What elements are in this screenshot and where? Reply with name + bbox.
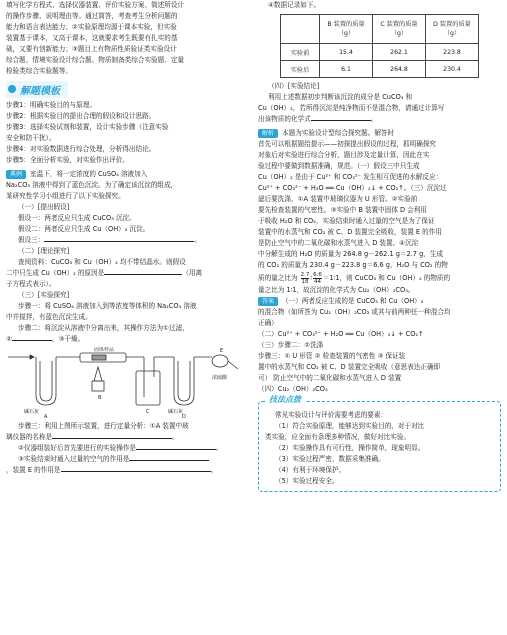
exp-line: 中并搅拌，有蓝色沉淀生成。 [6, 313, 92, 321]
right-column [258, 0, 501, 492]
hypothesis-3: 假设三： 。 [18, 236, 201, 244]
exp-line: ② ，③干燥。 [6, 335, 85, 343]
answer-line: （三）步骤二：②洗涤 [258, 341, 324, 349]
intro-line: 检验类综合实验题等。 [6, 67, 72, 75]
intro-line: 的操作步骤、说明理由等。通过简答，考查考生分析问题的 [6, 12, 178, 20]
intro-line: 能力和语言表达能力；②实验原理均源于课本实验，但实验 [6, 23, 177, 31]
data-table [280, 14, 479, 78]
step-item: 安全和防干扰）。 [6, 134, 56, 142]
table-cell: 15.4 [320, 44, 373, 61]
label-soda-lime-d: 碱石灰 [168, 409, 184, 415]
table-cell: 230.4 [426, 61, 479, 78]
answer-blank[interactable] [104, 274, 182, 275]
analysis-line: 量之比为 1∶1，故沉淀的化学式为 Cu₂（OH）₂CO₃。 [258, 286, 415, 294]
answer-line: 的混合物（如所答为 Cu₂（OH）₂CO₃ 或其与前两种任一种混合均 [258, 308, 451, 316]
conclusion-title: （四）[实验结论] [268, 82, 320, 90]
answer-blank[interactable] [311, 120, 371, 121]
label-e: E [220, 348, 224, 354]
intro-line: 础，又要有创新能力；③题目上有物质性质验证类实验设计 [6, 45, 177, 53]
analysis-line: Cu（OH）₂ 是由于 Cu²⁺ 和 CO₃²⁻ 发生相互促进的水解反应： [258, 173, 443, 181]
step-item: 步骤4：对实验数据进行综合处理，分析得出结论。 [6, 145, 156, 153]
conclusion-line: Cu（OH）₂，若所得沉淀是纯净物而不是混合物，请通过计算写 [258, 104, 445, 112]
hypothesis-2: 假设二：两者反应只生成 Cu（OH）₂ 沉淀。 [18, 225, 150, 233]
label-c: C [146, 409, 150, 415]
answer-line: 答案 （一）两者反应生成的是 CuCO₃ 和 Cu（OH）₂ [258, 296, 501, 307]
table-cell: 264.8 [373, 61, 426, 78]
answer-line: （四）Cu₂（OH）₂CO₃ [258, 385, 328, 393]
step-item: 步骤1：明确实验目的与原理。 [6, 101, 96, 109]
theory-line: 二中只生成 Cu（OH）₂ 的原因是 （用离 [6, 269, 203, 277]
step-item: 步骤5：全面分析实验，对实验作出评价。 [6, 156, 129, 164]
table-cell: 实验后 [281, 61, 320, 78]
conclusion-line: 利用上述数据初步判断该沉淀的成分是 CuCO₃ 和 [268, 93, 413, 101]
intro-paragraph [6, 0, 248, 77]
fraction-h2o: $\frac{2.7}{18}$ [300, 271, 310, 285]
burner-flame [94, 367, 102, 381]
exp3-line: ②仪器组装好后首先要进行的实验操作是 。 [18, 444, 223, 452]
part-title: （二）[理论探究] [18, 247, 70, 255]
step-item: 步骤3：选择实验试剂和装置，设计实验步骤（注意实验 [6, 123, 169, 131]
u-tube-a [36, 357, 56, 405]
data-title: ④数据记录如下。 [268, 1, 321, 9]
analysis-line: 解析 本题为实验设计型综合探究题。解答时 [258, 128, 501, 139]
fraction-co2: $\frac{6.6}{44}$ [313, 271, 322, 285]
solution-template-badge: 解题模板 [6, 81, 68, 98]
tip-line: 类实验，应全面有条理多种情况，做好对比实验。 [265, 433, 411, 441]
table-header-cell [281, 15, 320, 44]
answer-line: 置中的水蒸气和 CO₂ 被 C、D 装置完全吸收（意思表达正确即 [258, 363, 441, 371]
label-d: D [182, 414, 186, 419]
tip-line: 常见实验设计与评价需要考虑的要素： [275, 411, 388, 419]
table-cell: 223.8 [426, 44, 479, 61]
table-row [281, 61, 479, 78]
steps-list [6, 100, 248, 166]
answer-blank[interactable] [52, 438, 172, 439]
tip-line: （5）实验过程安全。 [275, 477, 339, 485]
answer-blank[interactable] [44, 241, 194, 242]
answer-line: （二）Cu²⁺ + CO₃²⁻ + H₂O ══ Cu（OH）₂↓ + CO₂↑ [258, 330, 424, 338]
intro-line: 填写化学方程式、选择仪器装置、评价实验方案、简述所设计 [6, 1, 185, 9]
table-row [281, 44, 479, 61]
example-tag: 典例 [6, 170, 26, 179]
analysis-line: 首先可以根据题给提示——初探提出假设的过程，抓明确探究 [258, 140, 437, 148]
answer-line: 正确） [258, 319, 278, 327]
part-title: （三）[实验探究] [18, 291, 70, 299]
analysis-line: Cu²⁺ + CO₃²⁻ + H₂O ══ Cu（OH）₂↓ + CO₂↑。（三）沉淀过 [258, 184, 447, 192]
step-item: 步骤2：根据实验目的提出合理的假设和设计思路。 [6, 112, 156, 120]
example-line: 某研究性学习小组进行了以下实验探究。 [6, 192, 125, 200]
analysis-tag: 解析 [258, 129, 278, 138]
table-header-cell: C 装置的质量（g） [373, 15, 426, 44]
u-tube-a-inner [40, 361, 52, 401]
section-header [6, 80, 248, 98]
analysis-line: 装置中的水蒸气和 CO₂ 被 C、D 装置完全吸收，装置 E 的作用 [258, 228, 442, 236]
answer-line: 可） 防止空气中的二氧化碳和水蒸气进入 D 装置 [258, 374, 402, 382]
hypothesis-1: 假设一：两者反应只生成 CuCO₃ 沉淀。 [18, 214, 136, 222]
apparatus-svg [6, 347, 248, 419]
intro-line: 综合题、情境实验设计综合题、物质制备类综合实验题、定量 [6, 56, 185, 64]
arrow-head [30, 355, 34, 359]
analysis-line: 的 CO₂ 的质量为 230.4 g－223.8 g＝6.6 g，H₂O 与 CO₂ 的物 [258, 261, 448, 269]
table-cell: 实验前 [281, 44, 320, 61]
analysis-line: 要先检查装置的气密性。③实验中 B 装置中固体 D 会利用 [258, 206, 427, 214]
theory-line: 子方程式表示）。 [6, 280, 56, 288]
alcohol-lamp [92, 381, 104, 391]
analysis-line: 中分解生成的 H₂O 的质量为 264.8 g－262.1 g＝2.7 g，生成 [258, 250, 444, 258]
analysis-line: 滤后要洗涤，①A 装置中玻璃仪器为 U 形管。②实验前 [258, 195, 418, 203]
analysis-line: 对象后对实验进行综合分析，题目涉及定量计算，因此在实 [258, 151, 430, 159]
label-conc-sulfuric: 浓硫酸 [212, 375, 228, 381]
exp-line: 步骤一：将 CuSO₄ 溶液加入到等浓度等体积的 Na₂CO₃ 溶液 [18, 302, 197, 310]
exp3-line: ，装置 E 的作用是 。 [6, 466, 218, 474]
tip-line: （1）符合实验原理，能够达到实验目的，对于对比 [275, 422, 425, 430]
analysis-line: 验过程中要做到数据准确，规范。（一）假设三中只生成 [258, 162, 420, 170]
answer-blank[interactable] [136, 449, 216, 450]
tip-line: （3）实验过程严密，数据采集准确。 [275, 455, 385, 463]
table-header-cell: B 装置的质量（g） [320, 15, 373, 44]
apparatus-diagram [6, 347, 248, 419]
tip-line: （4）有利于环境保护。 [275, 466, 346, 474]
answer-blank[interactable] [129, 460, 209, 461]
example-line: Na₂CO₃ 溶液中得到了蓝色沉淀。为了确定该沉淀的组成， [6, 181, 178, 189]
table-header-row [281, 15, 479, 44]
left-column [6, 0, 248, 476]
tips-title: 技法点拨 [265, 394, 305, 405]
label-soda-lime-a: 碱石灰 [24, 409, 40, 415]
u-tube-d [174, 357, 194, 405]
table-cell: 6.1 [320, 61, 373, 78]
answer-tag: 答案 [258, 297, 278, 306]
exp3-line: ③实验结束时通入过量的空气的作用是 [6, 454, 248, 465]
table-cell: 262.1 [373, 44, 426, 61]
label-b: B [98, 395, 102, 401]
wash-bottle-c [136, 371, 160, 405]
answer-line: 步骤三：① U 形管 ② 检查装置的气密性 ③ 保证装 [258, 352, 406, 360]
label-a: A [44, 414, 48, 419]
part-title: （一）[提出假设] [18, 203, 70, 211]
answer-blank[interactable] [12, 340, 52, 341]
analysis-line: 于吸收 H₂O 和 CO₂，实验结束时通入过量的空气是为了保证 [258, 217, 435, 225]
solid-sample [92, 355, 106, 360]
exp-line: 步骤二：将沉淀从溶液中分离出来，其操作方法为①过滤， [18, 324, 189, 332]
analysis-line: 是防止空气中的二氧化碳和水蒸气进入 D 装置。④沉淀 [258, 239, 419, 247]
example-line: 典例 室温下，将一定浓度的 CuSO₄ 溶液加入 [6, 169, 248, 180]
answer-blank[interactable] [61, 471, 211, 472]
table-header-cell: D 装置的质量（g） [426, 15, 479, 44]
tip-line: （2）实验操作具有可行性，操作简单，现象明显。 [275, 444, 425, 452]
conclusion-line: 出该物质的化学式 。 [258, 115, 378, 123]
u-tube-d-inner [178, 361, 190, 401]
theory-line: 查阅资料：CuCO₃ 和 Cu（OH）₂ 均不带结晶水。则假设 [18, 258, 186, 266]
intro-line: 装置基于课本，又高于课本，这就要求考生既要有扎实的基 [6, 34, 178, 42]
ratio-line: 质的量之比为 $\frac{2.7}{18}$ ∶ $\frac{6.6}{44}$ ＝1∶1，则 CuCO₃ 和 Cu（OH）₂ 的物质的 [258, 271, 451, 285]
exp3-line: 璃仪器的名称是 。 [6, 433, 179, 441]
tips-box [258, 395, 501, 492]
drying-tube-e [212, 355, 228, 367]
exp3-line: 步骤三：利用上图所示装置，进行定量分析：①A 装置中玻 [18, 422, 189, 430]
label-solid-sample: 固体样品 [94, 347, 115, 353]
